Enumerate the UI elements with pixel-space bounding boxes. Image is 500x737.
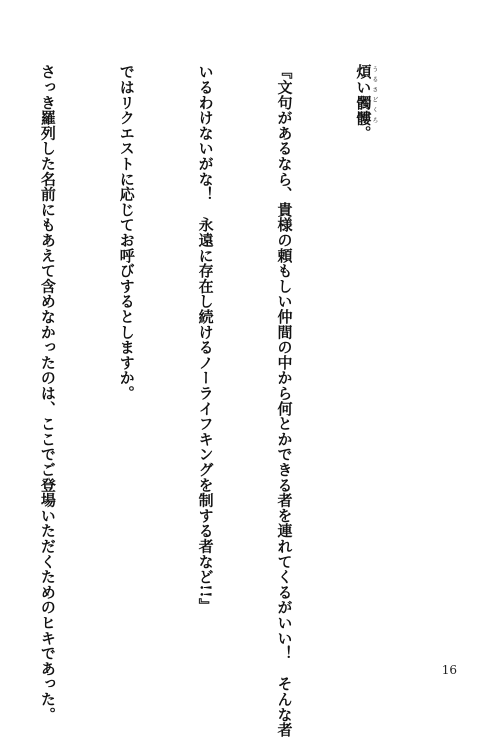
- text-line-5: さっき羅列した名前にもあえて含めなかったのは、ここでご登場いただくためのヒキであった。: [38, 64, 57, 722]
- body-text: [38, 64, 430, 737]
- ruby-dokuro: 髑髏どくろ: [354, 94, 378, 126]
- text-line-2: 『文句があるなら、貴様の頼もしい仲間の中から何とかできる者を連れてくるがいい！ そんな者: [275, 64, 294, 737]
- ruby-urusa: 煩いうるさ: [354, 64, 378, 95]
- text-line-4: ではリクエストに応じてお呼びするとしますか。: [117, 64, 136, 401]
- page-number: 16: [441, 663, 457, 677]
- text-line-3: いるわけないがな！ 永遠に存在し続けるノーライフキングを制する者など!!』: [196, 64, 215, 614]
- text-line-1: 煩いうるさ髑髏どくろ。: [354, 64, 378, 141]
